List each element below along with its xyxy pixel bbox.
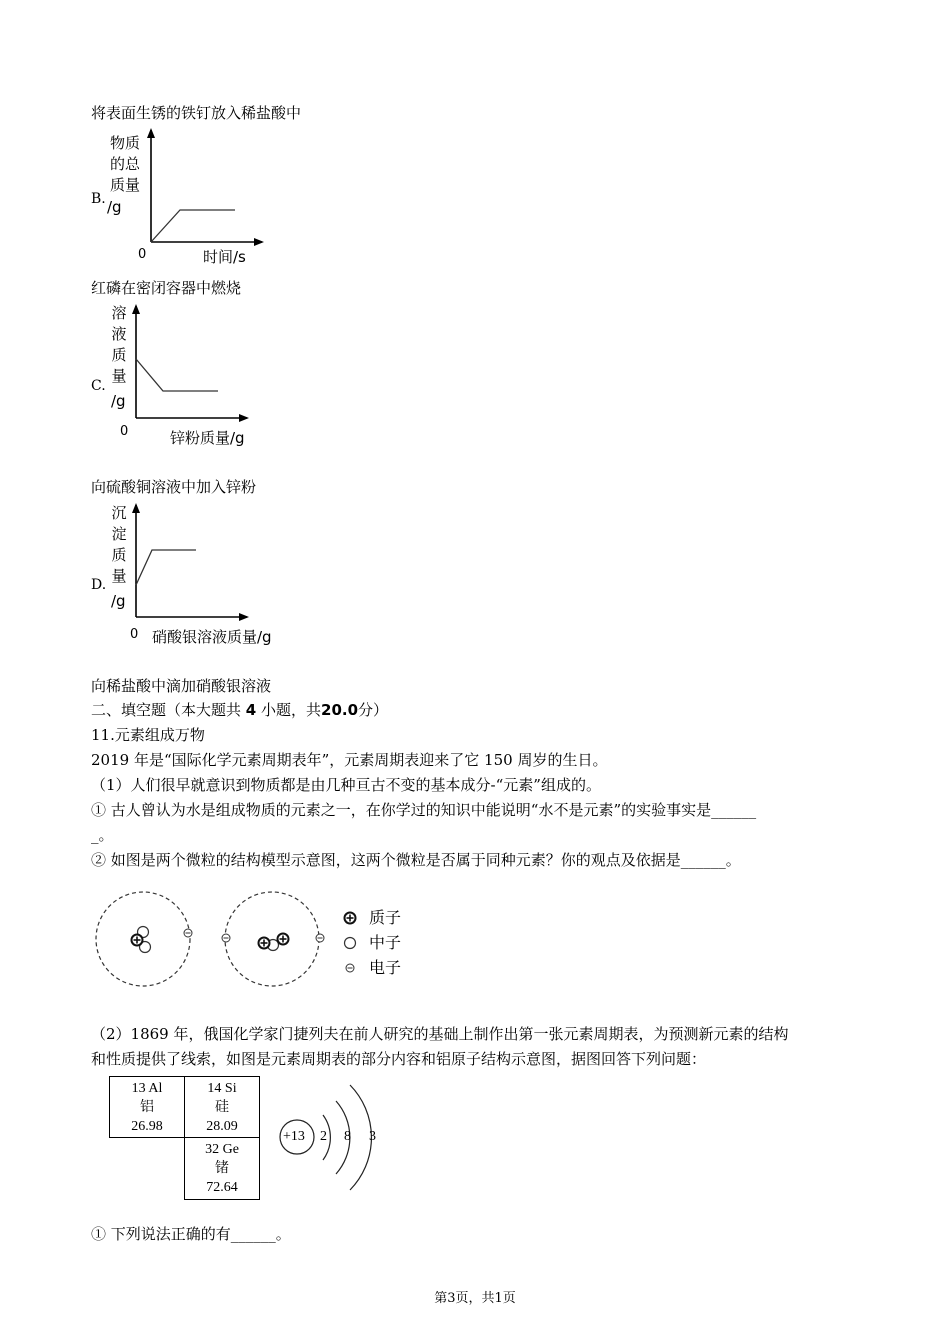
- chart-d-xlabel: 硝酸银溶液质量/g: [152, 628, 272, 646]
- q11-part1-q1-blank[interactable]: _。: [91, 826, 114, 844]
- option-d-letter[interactable]: D.: [91, 577, 107, 593]
- option-b-letter[interactable]: B.: [91, 191, 106, 207]
- option-a-caption: 将表面生锈的铁钉放入稀盐酸中: [91, 104, 302, 122]
- chart-b-curve: [151, 210, 235, 242]
- legend-proton: 质子: [369, 908, 402, 927]
- cell-si: 14 Si 硅 28.09: [184, 1076, 260, 1138]
- al-shell-3: 3: [369, 1129, 376, 1144]
- chart-d-caption: 向稀盐酸中滴加硝酸银溶液: [91, 677, 272, 695]
- q11-part2-line2: 和性质提供了线索，如图是元素周期表的部分内容和铝原子结构示意图，据图回答下列问题：: [91, 1050, 707, 1068]
- chart-b-xlabel: 时间/s: [203, 248, 246, 266]
- chart-c-caption: 向硫酸铜溶液中加入锌粉: [91, 478, 257, 496]
- q11-part2-line1: （2）1869 年，俄国化学家门捷列夫在前人研究的基础上制作出第一张元素周期表，为预测新元素的结构: [91, 1025, 789, 1043]
- chart-b-caption: 红磷在密闭容器中燃烧: [91, 279, 242, 297]
- q11-part1-q1: ① 古人曾认为水是组成物质的元素之一，在你学过的知识中能说明“水不是元素”的实验事实是______: [91, 801, 757, 819]
- page-footer: 第3页，共1页: [434, 1291, 516, 1306]
- chart-c-xlabel: 锌粉质量/g: [170, 429, 245, 447]
- section-heading: 二、填空题（本大题共 4 小题，共20.0分）: [91, 701, 389, 719]
- chart-b-yunit: /g: [107, 198, 122, 216]
- chart-d-axes: [136, 505, 247, 617]
- chart-b-axes: [151, 130, 262, 242]
- cell-al: 13 Al 铝 26.98: [109, 1076, 185, 1138]
- chart-d-curve: [136, 550, 196, 585]
- chart-b-ylabel: 物质的总质量: [109, 134, 140, 194]
- particle-legend-symbols: [345, 913, 356, 973]
- al-shell-2: 8: [344, 1129, 351, 1144]
- q11-part1-q2: ② 如图是两个微粒的结构模型示意图，这两个微粒是否属于同种元素？你的观点及依据是______。: [91, 851, 741, 869]
- option-c-letter[interactable]: C.: [91, 378, 106, 394]
- cell-ge: 32 Ge 锗 72.64: [184, 1137, 260, 1200]
- legend-neutron: 中子: [369, 933, 402, 952]
- q11-intro: 2019 年是“国际化学元素周期表年”，元素周期表迎来了它 150 周岁的生日。: [91, 751, 608, 769]
- q11-part1: （1）人们很早就意识到物质都是由几种亘古不变的基本成分-“元素”组成的。: [91, 776, 601, 794]
- q11-part2-q1: ① 下列说法正确的有______。: [91, 1225, 291, 1243]
- q11-title: 11.元素组成万物: [91, 726, 205, 744]
- particle-left: [96, 892, 192, 986]
- chart-d-ylabel: 沉淀质量: [111, 504, 127, 585]
- chart-c-axes: [136, 306, 247, 418]
- particle-right: [222, 892, 324, 986]
- section-score: 20.0: [321, 701, 359, 719]
- al-nucleus-label: +13: [283, 1129, 305, 1144]
- section-count: 4: [245, 701, 257, 719]
- chart-d-yunit: /g: [111, 592, 126, 610]
- chart-d-origin: 0: [130, 627, 139, 642]
- legend-electron: 电子: [369, 958, 402, 977]
- chart-c-ylabel: 溶液质量: [111, 304, 127, 385]
- chart-c-origin: 0: [120, 424, 129, 439]
- chart-c-curve: [136, 359, 218, 391]
- al-shell-1: 2: [320, 1129, 327, 1144]
- chart-c-yunit: /g: [111, 392, 126, 410]
- chart-b-origin: 0: [138, 247, 147, 262]
